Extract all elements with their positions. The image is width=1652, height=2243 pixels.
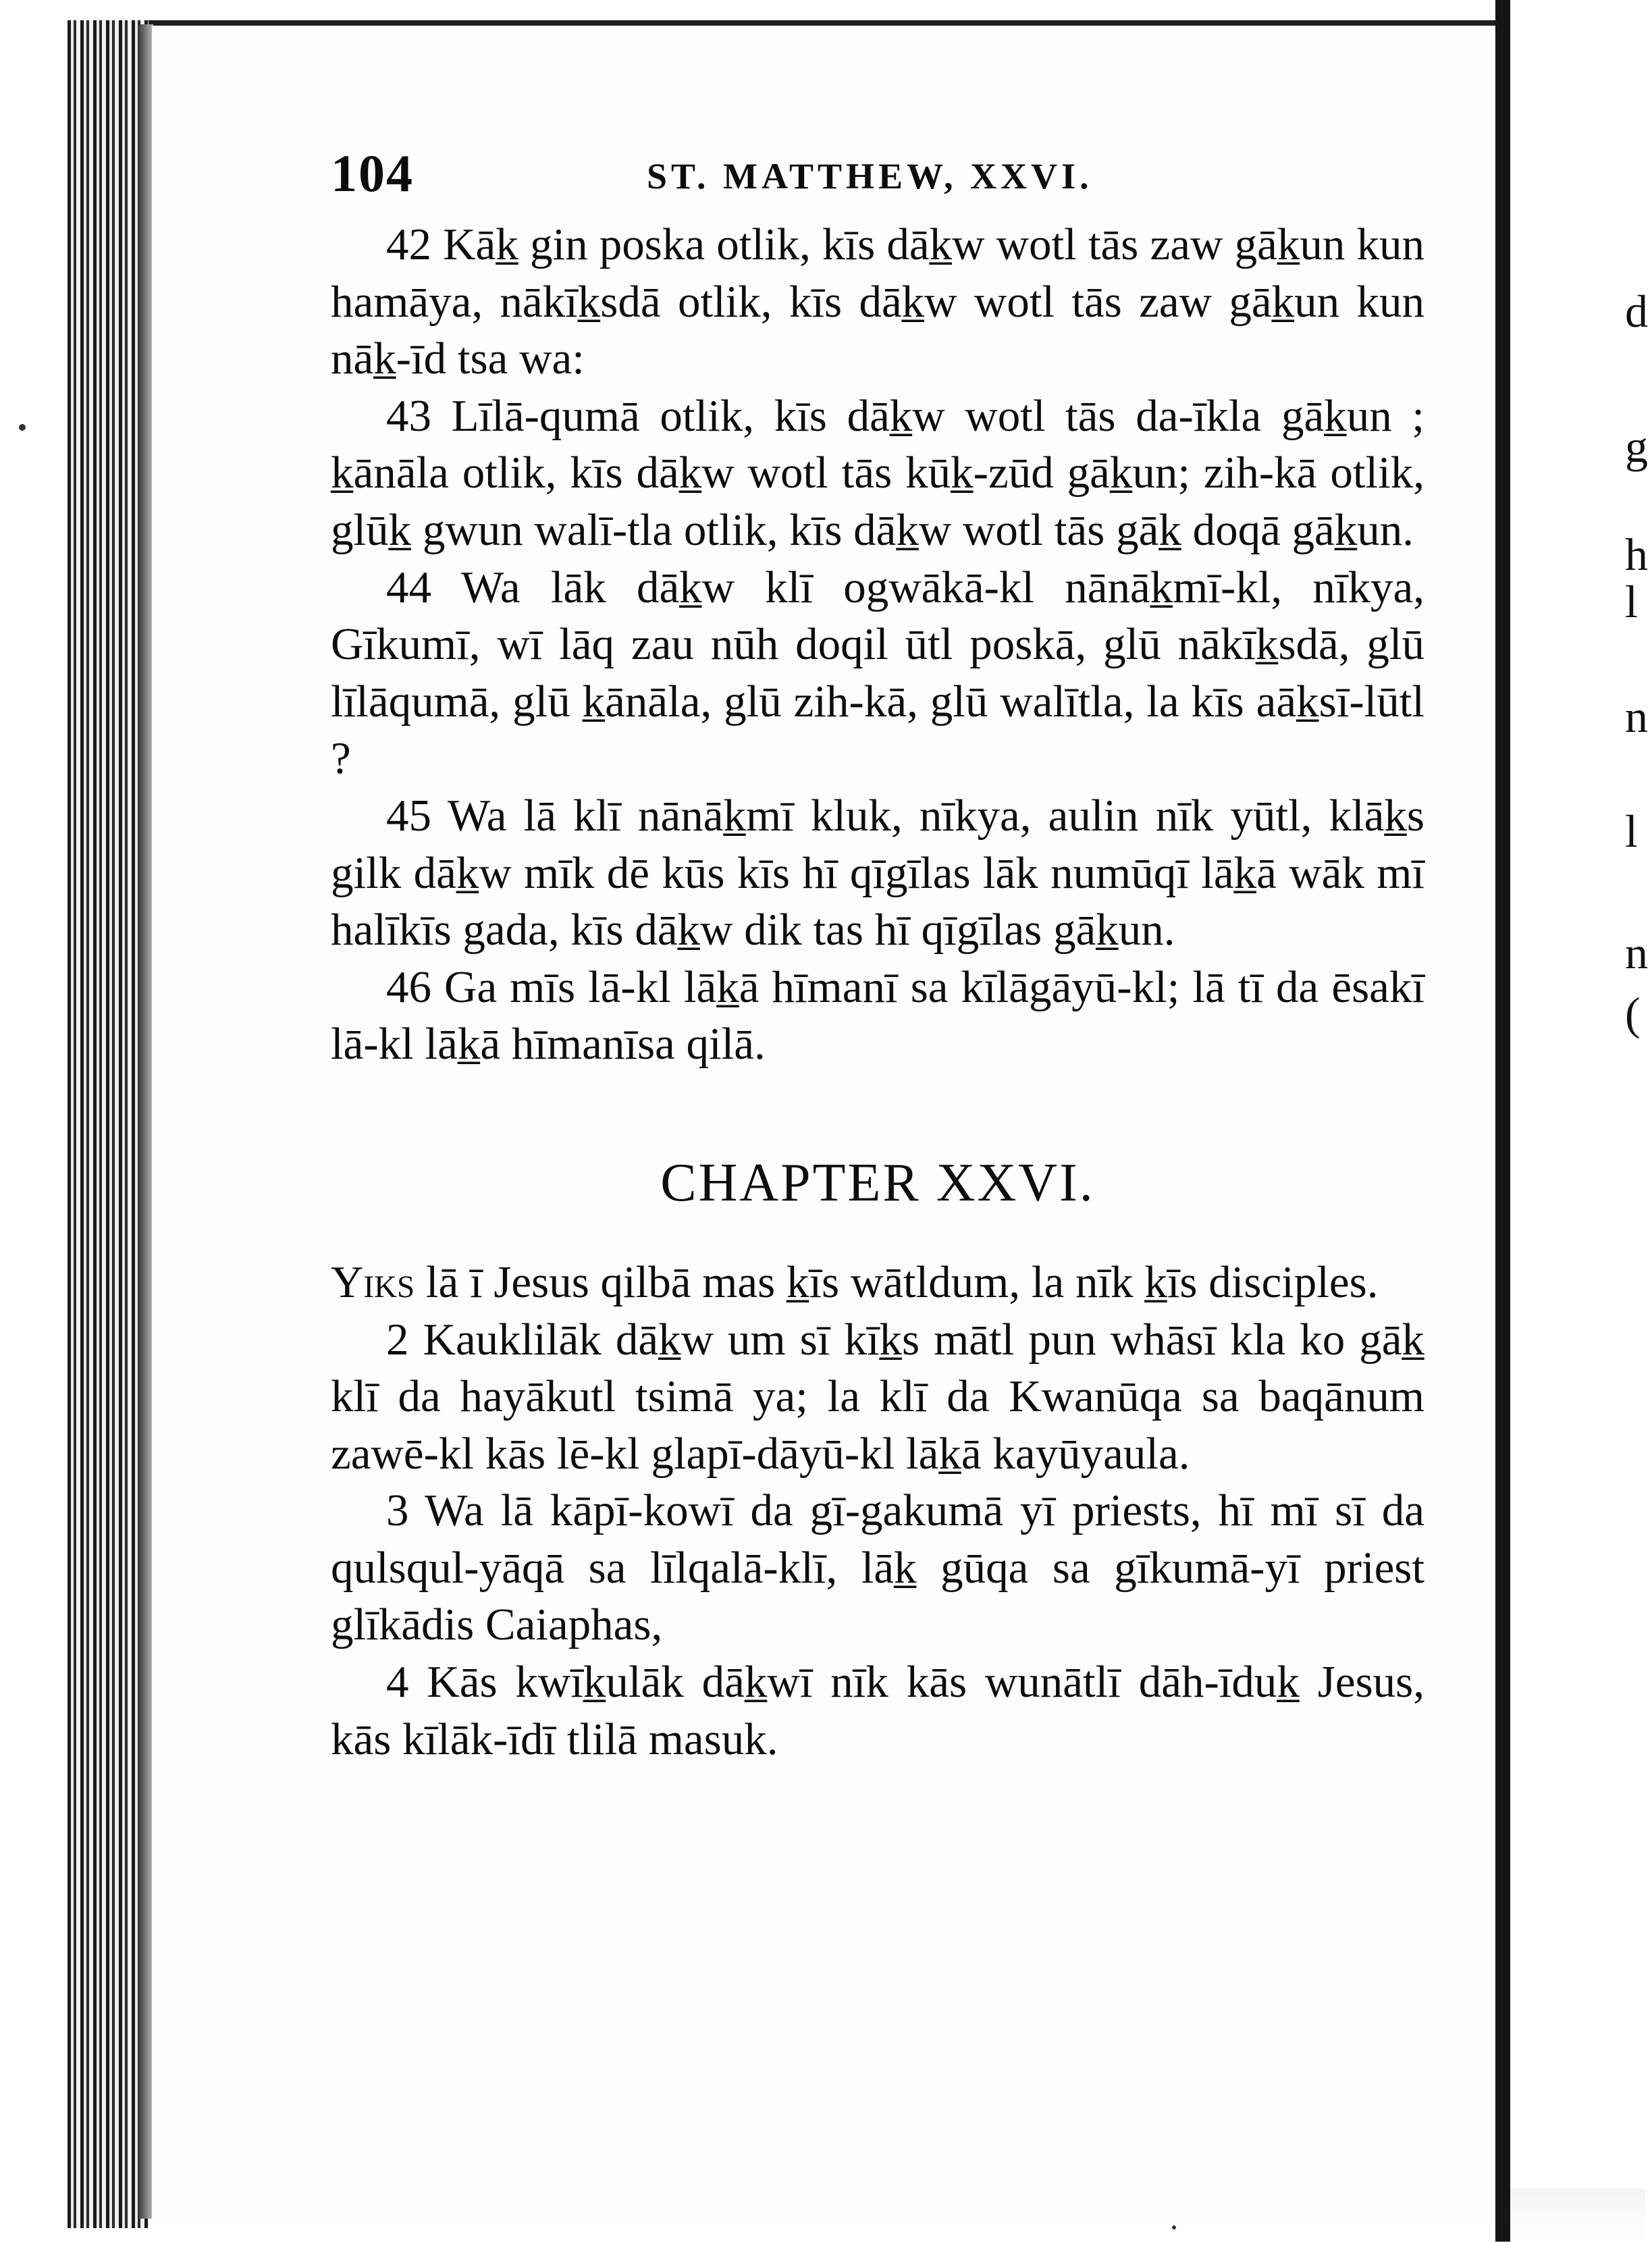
running-title: ST. MATTHEW, XXVI. bbox=[647, 156, 1093, 196]
page-top-edge bbox=[108, 20, 1499, 26]
page-text bbox=[331, 135, 1424, 1768]
verse-44: 44 Wa lāk dāk̲w klī ogwākā-kl nānāk̲mī-kl, nīkya, Gīkumī, wī lāq zau nūh doqil ūtl poskā, glū nākīk̲sdā, glū līlāqumā, glū k̲ānāla, glū zih-kā, glū walītla, la kīs aāk̲sī-lūtl ? bbox=[331, 562, 1424, 784]
chapter-heading: CHAPTER XXVI. bbox=[660, 1153, 1095, 1213]
right-page-fragment: h bbox=[1625, 529, 1648, 580]
verse-3: 3 Wa lā kāpī-kowī da gī-gakumā yī priests, hī mī sī da qulsqul-yāqā sa līlqalā-klī, lāk̲ gūqa sa gīkumā-yī priest glīkādis Caiaphas, bbox=[331, 1485, 1424, 1650]
book-gutter bbox=[1495, 0, 1510, 2242]
right-page-fragment: l bbox=[1625, 806, 1638, 857]
right-page-fragment: ( bbox=[1625, 988, 1641, 1039]
verse-43: 43 Līlā-qumā otlik, kīs dāk̲w wotl tās da-īkla gāk̲un ; k̲ānāla otlik, kīs dāk̲w wotl tās kūk̲-zūd gāk̲un; zih-kā otlik, glūk̲ gwun walī-tla otlik, kīs dāk̲w wotl tās gāk̲ doqā gāk̲un. bbox=[331, 390, 1424, 555]
right-page-edge bbox=[1510, 8, 1652, 2189]
verse-1-initial-word: Yiks bbox=[331, 1257, 415, 1307]
running-head bbox=[331, 135, 1424, 216]
right-page-bottom bbox=[1510, 2189, 1645, 2243]
verse-1 bbox=[331, 1254, 1424, 1311]
right-page-fragment: g bbox=[1625, 421, 1648, 472]
binding-shadow bbox=[138, 24, 153, 2219]
page-number: 104 bbox=[331, 144, 414, 203]
scan-speck bbox=[19, 424, 26, 431]
verse-1-text: lā ī Jesus qilbā mas k̲īs wātldum, la nīk k̲īs disciples. bbox=[415, 1257, 1379, 1307]
right-page-fragment: n bbox=[1625, 927, 1648, 978]
right-page-fragment: n bbox=[1625, 691, 1648, 742]
verse-4: 4 Kās kwīk̲ulāk dāk̲wī nīk kās wunātlī dāh-īduk̲ Jesus, kās kīlāk-īdī tlilā masuk. bbox=[331, 1657, 1424, 1764]
scan-speck bbox=[1172, 2225, 1176, 2229]
right-page-fragment: d bbox=[1625, 286, 1648, 337]
verse-42: 42 Kāk̲ gin poska otlik, kīs dāk̲w wotl tās zaw gāk̲un kun hamāya, nākīk̲sdā otlik, kīs dāk̲w wotl tās zaw gāk̲un kun nāk̲-īd tsa wa: bbox=[331, 219, 1424, 384]
verse-45: 45 Wa lā klī nānāk̲mī kluk, nīkya, aulin nīk yūtl, klāk̲s gilk dāk̲w mīk dē kūs kīs hī qīgīlas lāk numūqī lāk̲ā wāk mī halīkīs gada, kīs dāk̲w dik tas hī qīgīlas gāk̲un. bbox=[331, 790, 1424, 955]
verse-2: 2 Kauklilāk dāk̲w um sī kīk̲s mātl pun whāsī kla ko gāk̲ klī da hayākutl tsimā ya; la klī da Kwanūqa sa baqānum zawē-kl kās lē-kl glapī-dāyū-kl lāk̲ā kayūyaula. bbox=[331, 1314, 1424, 1479]
right-page-fragment: l bbox=[1625, 576, 1638, 627]
book-page-edges bbox=[68, 20, 149, 2228]
verse-46: 46 Ga mīs lā-kl lāk̲ā hīmanī sa kīlāgāyū-kl; lā tī da ēsakī lā-kl lāk̲ā hīmanīsa qilā. bbox=[331, 961, 1424, 1070]
